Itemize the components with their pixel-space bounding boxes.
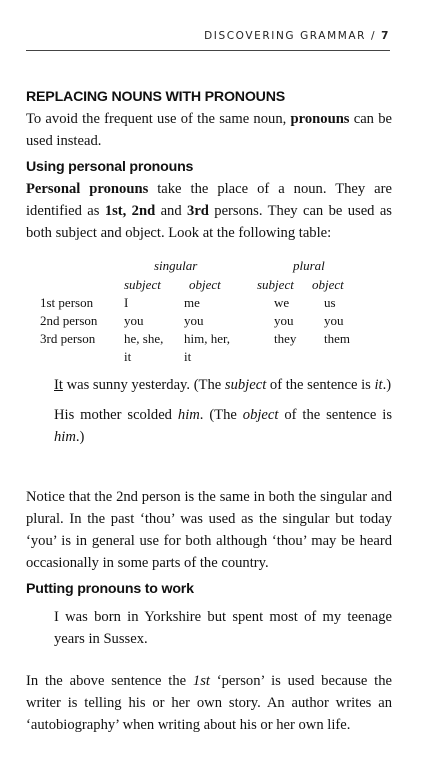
closing-paragraph bbox=[26, 670, 392, 736]
pp-text-a: take the place of a noun. They are identified as bbox=[26, 181, 392, 219]
cell-plural-object: us bbox=[324, 295, 336, 310]
intro-bold-term: pronouns bbox=[290, 111, 350, 127]
group-singular: singular bbox=[154, 258, 198, 273]
notice-paragraph: Notice that the 2nd person is the same in both the singular and plural. In the past ‘thou’ was used as the singular but today ‘you’ is in general use for both although ‘thou’ may be heard occasionally in some parts of the country. bbox=[26, 489, 392, 571]
ex1-rest: was sunny yesterday. (The bbox=[62, 377, 225, 393]
section-putting-pronouns bbox=[26, 578, 392, 736]
cell-singular-subject: he, she, bbox=[124, 331, 164, 346]
ex1-mid: of the sentence is bbox=[266, 377, 375, 393]
col-singular-subject: subject bbox=[124, 277, 161, 292]
cell-plural-subject: you bbox=[274, 313, 294, 328]
header-rule bbox=[26, 50, 390, 51]
cell-plural-object: you bbox=[324, 313, 344, 328]
ex2-italic2: object bbox=[242, 407, 279, 423]
ex2-mid2: of the sentence is bbox=[278, 407, 392, 423]
closing-italic: 1st bbox=[192, 673, 210, 689]
personal-pronouns-paragraph bbox=[26, 178, 392, 244]
work-example: I was born in Yorkshire but spent most of my teenage years in Sussex. bbox=[54, 609, 392, 647]
bold-third: 3rd bbox=[187, 203, 209, 219]
cell-singular-object: you bbox=[184, 313, 204, 328]
closing-text-b: ‘person’ is used because the writer is telling his or her own story. An author writes an ‘autobiography’ when writing about his or her own life. bbox=[26, 673, 392, 733]
pp-text-c: persons. They can be used as both subject and object. Look at the following table: bbox=[26, 203, 392, 241]
cell-singular-object: him, her, bbox=[184, 331, 231, 346]
ex2-mid: . (The bbox=[199, 407, 243, 423]
ex1-end: .) bbox=[382, 377, 392, 393]
ex2-end: .) bbox=[75, 429, 85, 445]
pp-text-b: and bbox=[155, 203, 188, 219]
cell-singular-subject-cont: it bbox=[124, 349, 132, 364]
cell-singular-object-cont: it bbox=[184, 349, 192, 364]
group-plural: plural bbox=[293, 258, 325, 273]
bold-lead: Personal pronouns bbox=[26, 181, 149, 197]
section-personal-pronouns bbox=[26, 156, 392, 244]
example-sentences bbox=[54, 374, 392, 448]
example-1 bbox=[54, 374, 392, 396]
ex1-italic2: it bbox=[374, 377, 383, 393]
closing-text-a: In the above sentence the bbox=[26, 673, 193, 689]
ex1-italic: subject bbox=[224, 377, 267, 393]
ex2-italic3: him bbox=[54, 429, 76, 445]
running-head bbox=[204, 30, 390, 42]
subheading-personal-pronouns: Using personal pronouns bbox=[26, 159, 194, 175]
row-person-label: 3rd person bbox=[40, 331, 96, 346]
cell-singular-object: me bbox=[184, 295, 200, 310]
cell-singular-subject: I bbox=[124, 295, 129, 310]
notice-section bbox=[26, 486, 392, 574]
col-plural-subject: subject bbox=[257, 277, 294, 292]
intro-text-end: can be used instead. bbox=[26, 111, 392, 149]
ex2-italic: him bbox=[177, 407, 200, 423]
col-singular-object: object bbox=[189, 277, 221, 292]
row-person-label: 1st person bbox=[40, 295, 94, 310]
cell-plural-subject: they bbox=[274, 331, 297, 346]
subheading-putting-pronouns: Putting pronouns to work bbox=[26, 581, 194, 597]
running-title: DISCOVERING GRAMMAR / bbox=[204, 30, 377, 42]
bold-persons: 1st, 2nd bbox=[104, 203, 156, 219]
cell-plural-object: them bbox=[324, 331, 350, 346]
cell-plural-subject: we bbox=[274, 295, 290, 310]
row-person-label: 2nd person bbox=[40, 313, 98, 328]
intro-text: To avoid the frequent use of the same noun, bbox=[26, 111, 291, 127]
ex1-underlined: It bbox=[54, 377, 63, 393]
col-plural-object: object bbox=[312, 277, 344, 292]
ex2-start: His mother scolded bbox=[54, 407, 178, 423]
section-heading: REPLACING NOUNS WITH PRONOUNS bbox=[26, 89, 286, 105]
section-replacing-nouns bbox=[26, 86, 392, 152]
example-2 bbox=[54, 404, 392, 448]
intro-paragraph bbox=[26, 108, 392, 152]
cell-singular-subject: you bbox=[124, 313, 144, 328]
page-number: 7 bbox=[381, 30, 390, 42]
